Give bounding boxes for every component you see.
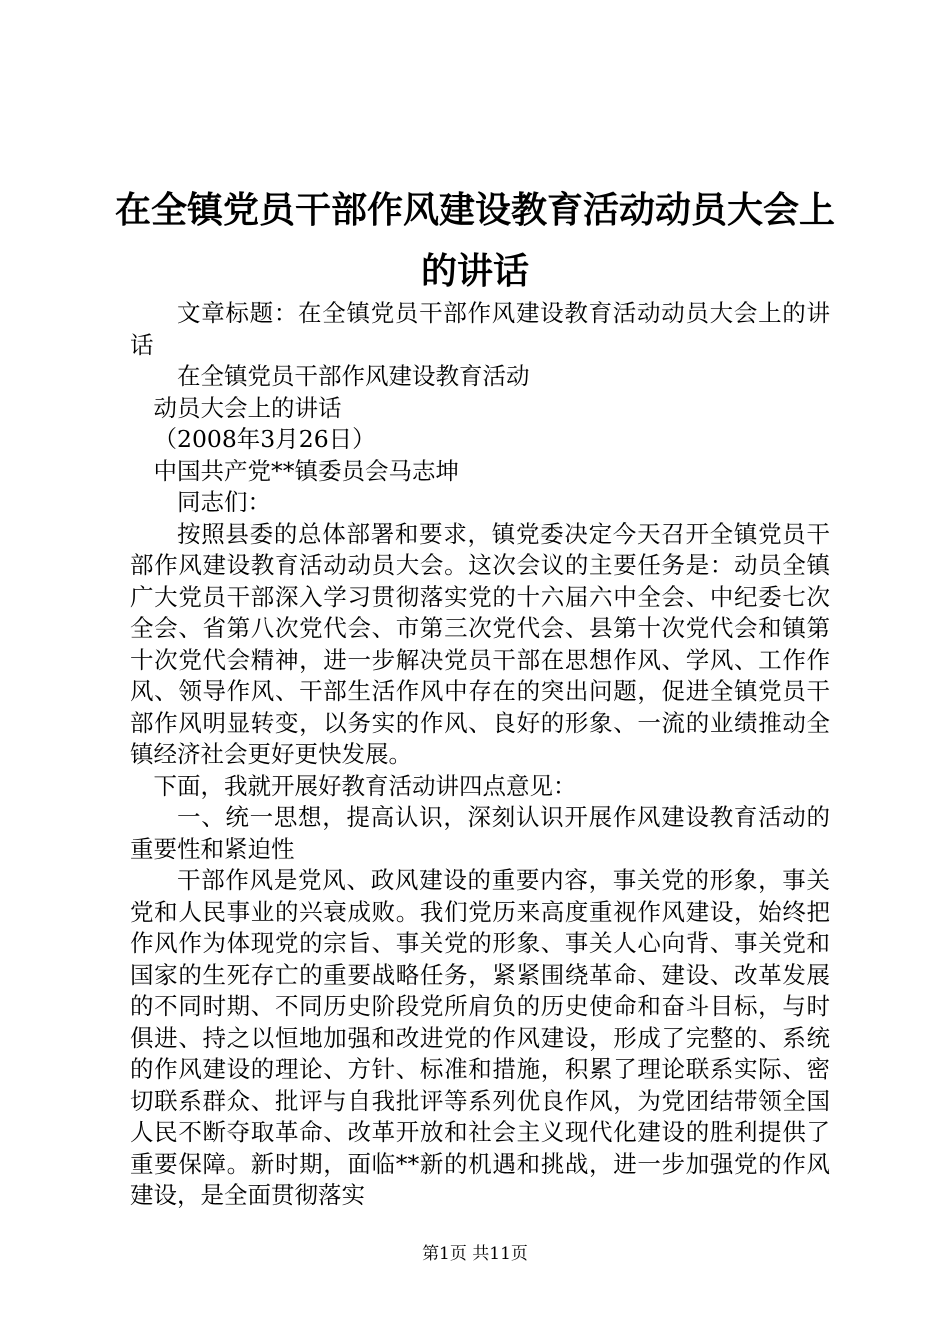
document-title-line-1: 在全镇党员干部作风建设教育活动动员大会上 — [114, 189, 835, 231]
subtitle-line-2: 动员大会上的讲话 — [153, 393, 342, 422]
document-body — [130, 298, 830, 1212]
author-line: 中国共产党**镇委员会马志坤 — [153, 456, 459, 485]
subtitle-line-1: 在全镇党员干部作风建设教育活动 — [177, 362, 530, 390]
document-title-line-2: 的讲话 — [420, 250, 529, 292]
salutation: 同志们： — [177, 488, 271, 516]
section-heading: 一、统一思想，提高认识，深刻认识开展作风建设教育活动的重要性和紧迫性 — [130, 803, 830, 863]
article-title-paragraph: 文章标题：在全镇党员干部作风建设教育活动动员大会上的讲话 — [130, 299, 830, 359]
date-line: （2008年3月26日） — [153, 425, 376, 453]
body-paragraph: 按照县委的总体部署和要求，镇党委决定今天召开全镇党员干部作风建设教育活动动员大会。这次会议的主要任务是：动员全镇广大党员干部深入学习贯彻落实党的十六届六中全会、中纪委七次全会、省第八次党代会、市第三次党代会、县第十次党代会和镇第十次党代会精神，进一步解决党员干部在思想作风、学风、工作作风、领导作风、干部生活作风中存在的突出问题，促进全镇党员干部作风明显转变，以务实的作风、良好的形象、一流的业绩推动全镇经济社会更好更快发展。 — [130, 519, 830, 768]
body-paragraph: 下面，我就开展好教育活动讲四点意见： — [153, 771, 577, 800]
body-paragraph: 干部作风是党风、政风建设的重要内容，事关党的形象，事关党和人民事业的兴衰成败。我们党历来高度重视作风建设，始终把作风作为体现党的宗旨、事关党的形象、事关人心向背、事关党和国家的生死存亡的重要战略任务，紧紧围绕革命、建设、改革发展的不同时期、不同历史阶段党所肩负的历史使命和奋斗目标，与时俱进、持之以恒地加强和改进党的作风建设，形成了完整的、系统的作风建设的理论、方针、标准和措施，积累了理论联系实际、密切联系群众、批评与自我批评等系列优良作风，为党团结带领全国人民不断夺取革命、改革开放和社会主义现代化建设的胜利提供了重要保障。新时期，面临**新的机遇和挑战，进一步加强党的作风建设，是全面贯彻落实 — [130, 866, 830, 1209]
page-footer: 第1页 共11页 — [422, 1244, 528, 1264]
